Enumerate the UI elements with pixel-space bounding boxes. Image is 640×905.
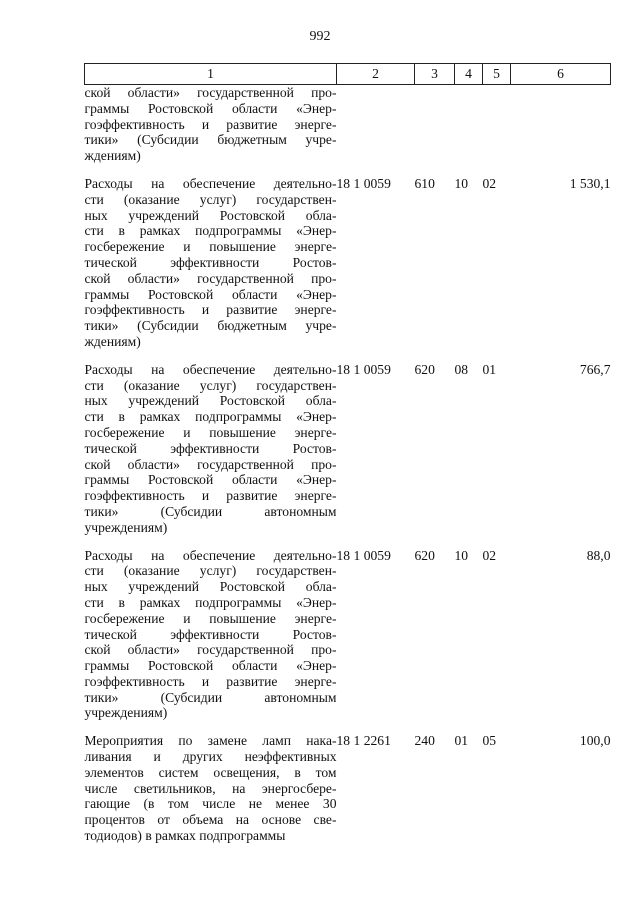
description-line: граммы Ростовской области «Энер- (84, 286, 337, 302)
description-line: ждениям) (84, 333, 141, 349)
row-expense-type: 240 (414, 733, 435, 749)
description-line: сти в рамках подпрограммы «Энер- (84, 409, 337, 425)
description-line: сти (оказание услуг) государствен- (84, 377, 337, 393)
description-line: ливания и других неэффективных (84, 749, 337, 765)
description-line: ных учреждений Ростовской обла- (84, 207, 337, 223)
description-line: граммы Ростовской области «Энер- (84, 100, 337, 116)
header-col-4: 4 (455, 64, 483, 85)
description-line: госбережение и повышение энерге- (84, 610, 337, 626)
description-line: ской области» государственной про- (84, 85, 337, 100)
description-line: граммы Ростовской области «Энер- (84, 658, 337, 674)
description-line: тической эффективности Ростов- (84, 254, 337, 270)
row-amount: 766,7 (579, 361, 611, 377)
row-amount: 88,0 (586, 547, 611, 563)
description-line: Мероприятия по замене ламп нака- (84, 733, 337, 749)
row-expense-type (415, 85, 455, 164)
row-spacer (85, 350, 611, 362)
row-subsection: 05 (482, 733, 497, 749)
description-line: ных учреждений Ростовской обла- (84, 579, 337, 595)
description-line: ской области» государственной про- (84, 270, 337, 286)
table-row (85, 176, 611, 350)
description-line: тики» (Субсидии автономным (84, 689, 337, 705)
description-line: гоэффективность и развитие энерге- (84, 116, 337, 132)
table-row (85, 85, 611, 164)
description-line: тики» (Субсидии бюджетным учре- (84, 132, 337, 148)
row-section: 10 (454, 175, 469, 191)
description-line: ждениям) (84, 148, 141, 164)
row-spacer (85, 164, 611, 176)
row-expense-type: 620 (414, 547, 435, 563)
row-expense-type: 620 (414, 361, 435, 377)
description-line: тики» (Субсидии бюджетным учре- (84, 318, 337, 334)
description-line: тодиодов) в рамках подпрограммы (84, 828, 286, 844)
header-col-5: 5 (483, 64, 511, 85)
description-line: тической эффективности Ростов- (84, 626, 337, 642)
row-section: 10 (454, 547, 469, 563)
row-subsection: 01 (482, 361, 497, 377)
description-line: элементов систем освещения, в том (84, 764, 337, 780)
row-target-code (337, 85, 415, 164)
description-line: госбережение и повышение энерге- (84, 424, 337, 440)
row-amount (511, 85, 611, 164)
header-col-3: 3 (415, 64, 455, 85)
header-col-2: 2 (337, 64, 415, 85)
description-line: числе светильников, на энергосбере- (84, 780, 337, 796)
description-line: ской области» государственной про- (84, 456, 337, 472)
row-subsection: 02 (482, 175, 497, 191)
description-line: процентов от объема на основе све- (84, 812, 337, 828)
description-line: Расходы на обеспечение деятельно- (84, 547, 337, 563)
row-target-code: 18 1 0059 (336, 361, 391, 377)
row-description (85, 733, 337, 844)
description-line: гоэффективность и развитие энерге- (84, 488, 337, 504)
row-spacer (85, 721, 611, 733)
row-target-code: 18 1 0059 (336, 175, 391, 191)
row-section: 01 (454, 733, 469, 749)
description-line: сти в рамках подпрограммы «Энер- (84, 223, 337, 239)
budget-table (84, 63, 611, 844)
description-line: Расходы на обеспечение деятельно- (84, 361, 337, 377)
description-line: сти (оказание услуг) государствен- (84, 191, 337, 207)
table-row (85, 733, 611, 844)
row-amount: 1 530,1 (569, 175, 611, 191)
row-expense-type: 610 (414, 175, 435, 191)
row-subsection (483, 85, 511, 164)
description-line: Расходы на обеспечение деятельно- (84, 175, 337, 191)
row-subsection: 02 (482, 547, 497, 563)
row-description (85, 548, 337, 722)
description-line: тики» (Субсидии автономным (84, 503, 337, 519)
row-target-code: 18 1 2261 (336, 733, 391, 749)
description-line: гоэффективность и развитие энерге- (84, 673, 337, 689)
row-spacer (85, 536, 611, 548)
header-col-1: 1 (85, 64, 337, 85)
page-number: 992 (309, 29, 331, 44)
row-description (85, 176, 337, 350)
description-line: ской области» государственной про- (84, 642, 337, 658)
description-line: учреждениям) (84, 519, 168, 535)
description-line: гающие (в том числе не менее 30 (84, 796, 337, 812)
row-description (85, 362, 337, 536)
table-row (85, 548, 611, 722)
row-section (455, 85, 483, 164)
description-line: сти в рамках подпрограммы «Энер- (84, 594, 337, 610)
description-line: тической эффективности Ростов- (84, 440, 337, 456)
table-header-row (85, 64, 611, 85)
row-section: 08 (454, 361, 469, 377)
description-line: гоэффективность и развитие энерге- (84, 302, 337, 318)
description-line: госбережение и повышение энерге- (84, 239, 337, 255)
row-description (85, 85, 337, 164)
description-line: сти (оказание услуг) государствен- (84, 563, 337, 579)
description-line: граммы Ростовской области «Энер- (84, 472, 337, 488)
table-row (85, 362, 611, 536)
header-col-6: 6 (511, 64, 611, 85)
description-line: ных учреждений Ростовской обла- (84, 393, 337, 409)
row-target-code: 18 1 0059 (336, 547, 391, 563)
description-line: учреждениям) (84, 705, 168, 721)
row-amount: 100,0 (579, 733, 611, 749)
